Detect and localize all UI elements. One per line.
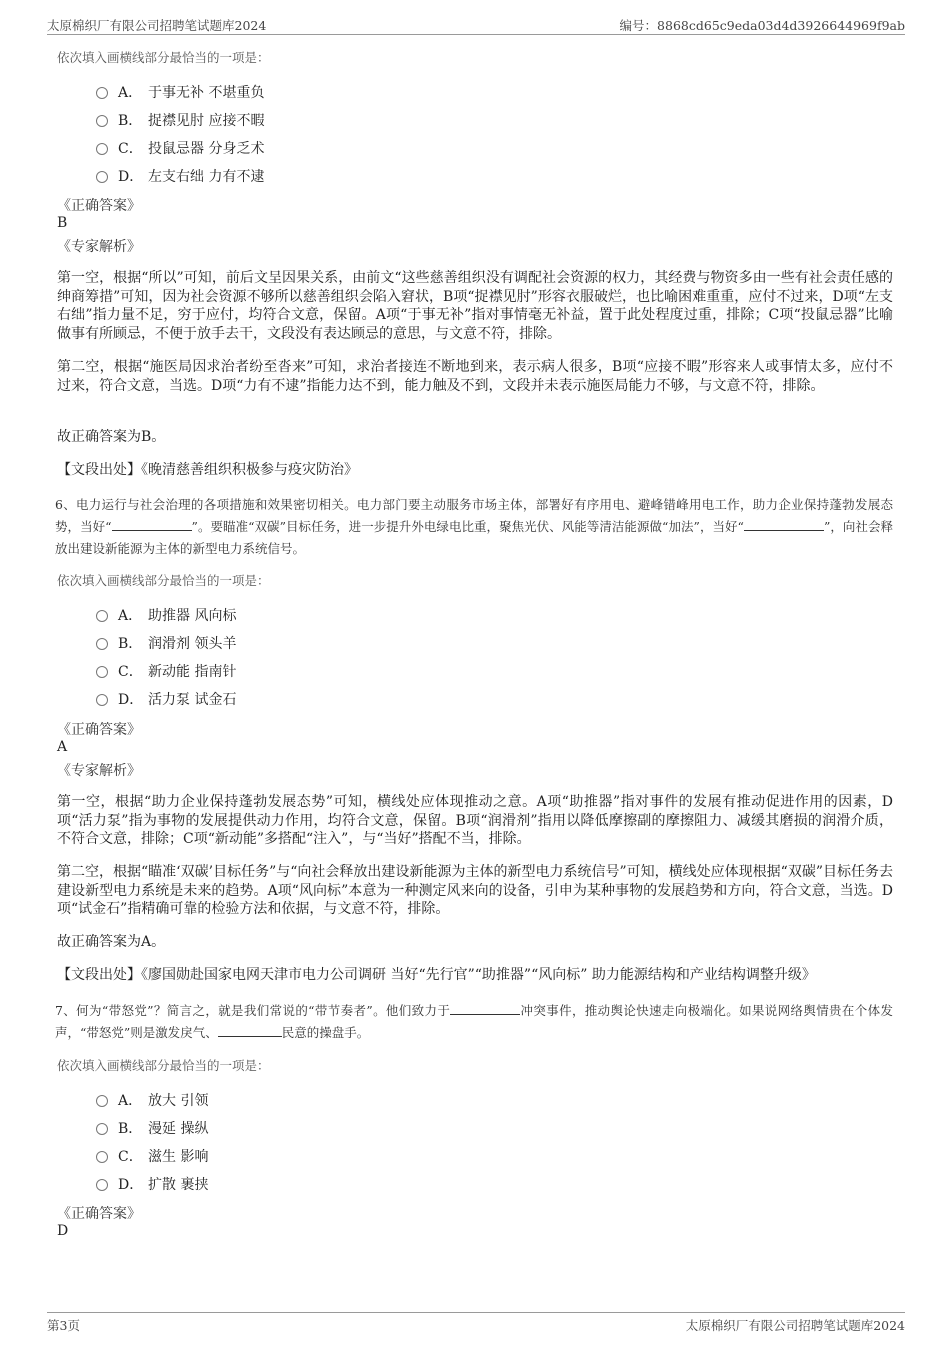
q6-analysis-p1: 第一空，根据“助力企业保持蓬勃发展态势”可知，横线处应体现推动之意。A项“助推器”指对事件的发展有推动促进作用的因素，D项“活力泵”指为事物的发展提供动力作用，均符合文意，保留。B项“润滑剂”指用以降低摩擦副的摩擦阻力、减缓其磨损的润滑介质，不符合文意，排除；C项“新动能”多搭配“注入”，与“当好”搭配不当，排除。 (57, 794, 893, 847)
q5-option-a[interactable]: A． 于事无补 不堪重负 (96, 82, 264, 102)
radio-icon[interactable] (96, 171, 108, 183)
radio-icon[interactable] (96, 610, 108, 622)
q7-option-d[interactable]: D． 扩散 裹挟 (96, 1174, 208, 1194)
q6-correct-label: 《正确答案》 (57, 722, 141, 738)
radio-icon[interactable] (96, 87, 108, 99)
footer-title: 太原棉织厂有限公司招聘笔试题库2024 (685, 1318, 905, 1333)
q7-option-c[interactable]: C． 滋生 影响 (96, 1146, 208, 1166)
q7-prompt: 依次填入画横线部分最恰当的一项是： (57, 1058, 270, 1073)
q7-blank-1 (450, 1002, 520, 1015)
q7-blank-2 (218, 1024, 282, 1037)
header-code: 编号：8868cd65c9eda03d4d3926644969f9ab (619, 18, 905, 33)
radio-icon[interactable] (96, 638, 108, 650)
radio-icon[interactable] (96, 1123, 108, 1135)
page-number: 第3页 (47, 1318, 80, 1333)
q5-option-d[interactable]: D． 左支右绌 力有不逮 (96, 166, 264, 186)
q6-option-b[interactable]: B． 润滑剂 领头羊 (96, 633, 236, 653)
q5-option-c[interactable]: C． 投鼠忌器 分身乏术 (96, 138, 264, 158)
radio-icon[interactable] (96, 1095, 108, 1107)
radio-icon[interactable] (96, 143, 108, 155)
page-footer (47, 1312, 905, 1333)
q5-analysis-label: 《专家解析》 (57, 239, 141, 255)
q7-correct-label: 《正确答案》 (57, 1206, 141, 1222)
q6-answer: A (57, 739, 68, 755)
page-header (47, 14, 905, 35)
q5-analysis-p3: 故正确答案为B。 (57, 429, 166, 445)
q5-analysis-p1: 第一空，根据“所以”可知，前后文呈因果关系，由前文“这些慈善组织没有调配社会资源的权力，其经费与物资多由一些有社会责任感的绅商筹措”可知，因为社会资源不够所以慈善组织会陷入窘状，B项“捉襟见肘”形容衣服破烂，也比喻困难重重，应付不过来，D项“左支右绌”指力量不足，穷于应付，均符合文意，保留。A项“于事无补”指对事情毫无补益，置于此处程度过重，排除；C项“投鼠忌器”比喻做事有所顾忌，不便于放手去干，文段没有表达顾忌的意思，与文意不符，排除。 (57, 270, 893, 342)
q6-stem: 6、电力运行与社会治理的各项措施和效果密切相关。电力部门要主动服务市场主体，部署好有序用电、避峰错峰用电工作，助力企业保持蓬勃发展态势，当好“ ”。要瞄准“双碳”目标任务，进一步提升外电绿电比重，聚焦光伏、风能等清洁能源做“加法”，当好“ ”，向社会释放出建设新能源为主体的新型电力系统信号。 (55, 497, 893, 556)
q6-blank-2 (744, 518, 824, 531)
q5-answer: B (57, 215, 68, 231)
q6-analysis-p2: 第二空，根据“瞄准‘双碳’目标任务”与“向社会释放出建设新能源为主体的新型电力系统信号”可知，横线处应体现根据“双碳”目标任务去建设新型电力系统是未来的趋势。A项“风向标”本意为一种测定风来向的设备，引申为某种事物的发展趋势和方向，符合文意，当选。D项“试金石”指精确可靠的检验方法和依据，与文意不符，排除。 (57, 864, 893, 917)
q5-option-b[interactable]: B． 捉襟见肘 应接不暇 (96, 110, 264, 130)
q5-source: 【文段出处】《晚清慈善组织积极参与疫灾防治》 (57, 462, 358, 478)
q6-option-d[interactable]: D． 活力泵 试金石 (96, 689, 236, 709)
q6-blank-1 (112, 518, 192, 531)
q6-source: 【文段出处】《廖国勋赴国家电网天津市电力公司调研 当好“先行官”“助推器”“风向标” 助力能源结构和产业结构调整升级》 (57, 967, 816, 983)
radio-icon[interactable] (96, 694, 108, 706)
q7-option-a[interactable]: A． 放大 引领 (96, 1090, 208, 1110)
q5-prompt: 依次填入画横线部分最恰当的一项是： (57, 50, 270, 65)
radio-icon[interactable] (96, 1151, 108, 1163)
radio-icon[interactable] (96, 666, 108, 678)
q5-correct-label: 《正确答案》 (57, 198, 141, 214)
header-title: 太原棉织厂有限公司招聘笔试题库2024 (47, 18, 267, 33)
q7-option-b[interactable]: B． 漫延 操纵 (96, 1118, 208, 1138)
radio-icon[interactable] (96, 1179, 108, 1191)
q6-prompt: 依次填入画横线部分最恰当的一项是： (57, 573, 270, 588)
q7-stem: 7、何为“带怒党”？简言之，就是我们常说的“带节奏者”。他们致力于 冲突事件，推动舆论快速走向极端化。如果说网络舆情贵在个体发声，“带怒党”则是激发戾气、 民意的操盘手。 (55, 1003, 893, 1040)
q6-option-c[interactable]: C． 新动能 指南针 (96, 661, 236, 681)
q6-option-a[interactable]: A． 助推器 风向标 (96, 605, 236, 625)
q6-analysis-label: 《专家解析》 (57, 763, 141, 779)
q7-answer: D (57, 1223, 69, 1239)
q5-analysis-p2: 第二空，根据“施医局因求治者纷至沓来”可知，求治者接连不断地到来，表示病人很多，B项“应接不暇”形容来人或事情太多，应付不过来，符合文意，当选。D项“力有不逮”指能力达不到，能力触及不到，文段并未表示施医局能力不够，与文意不符，排除。 (57, 359, 893, 394)
radio-icon[interactable] (96, 115, 108, 127)
q6-analysis-p3: 故正确答案为A。 (57, 934, 166, 950)
